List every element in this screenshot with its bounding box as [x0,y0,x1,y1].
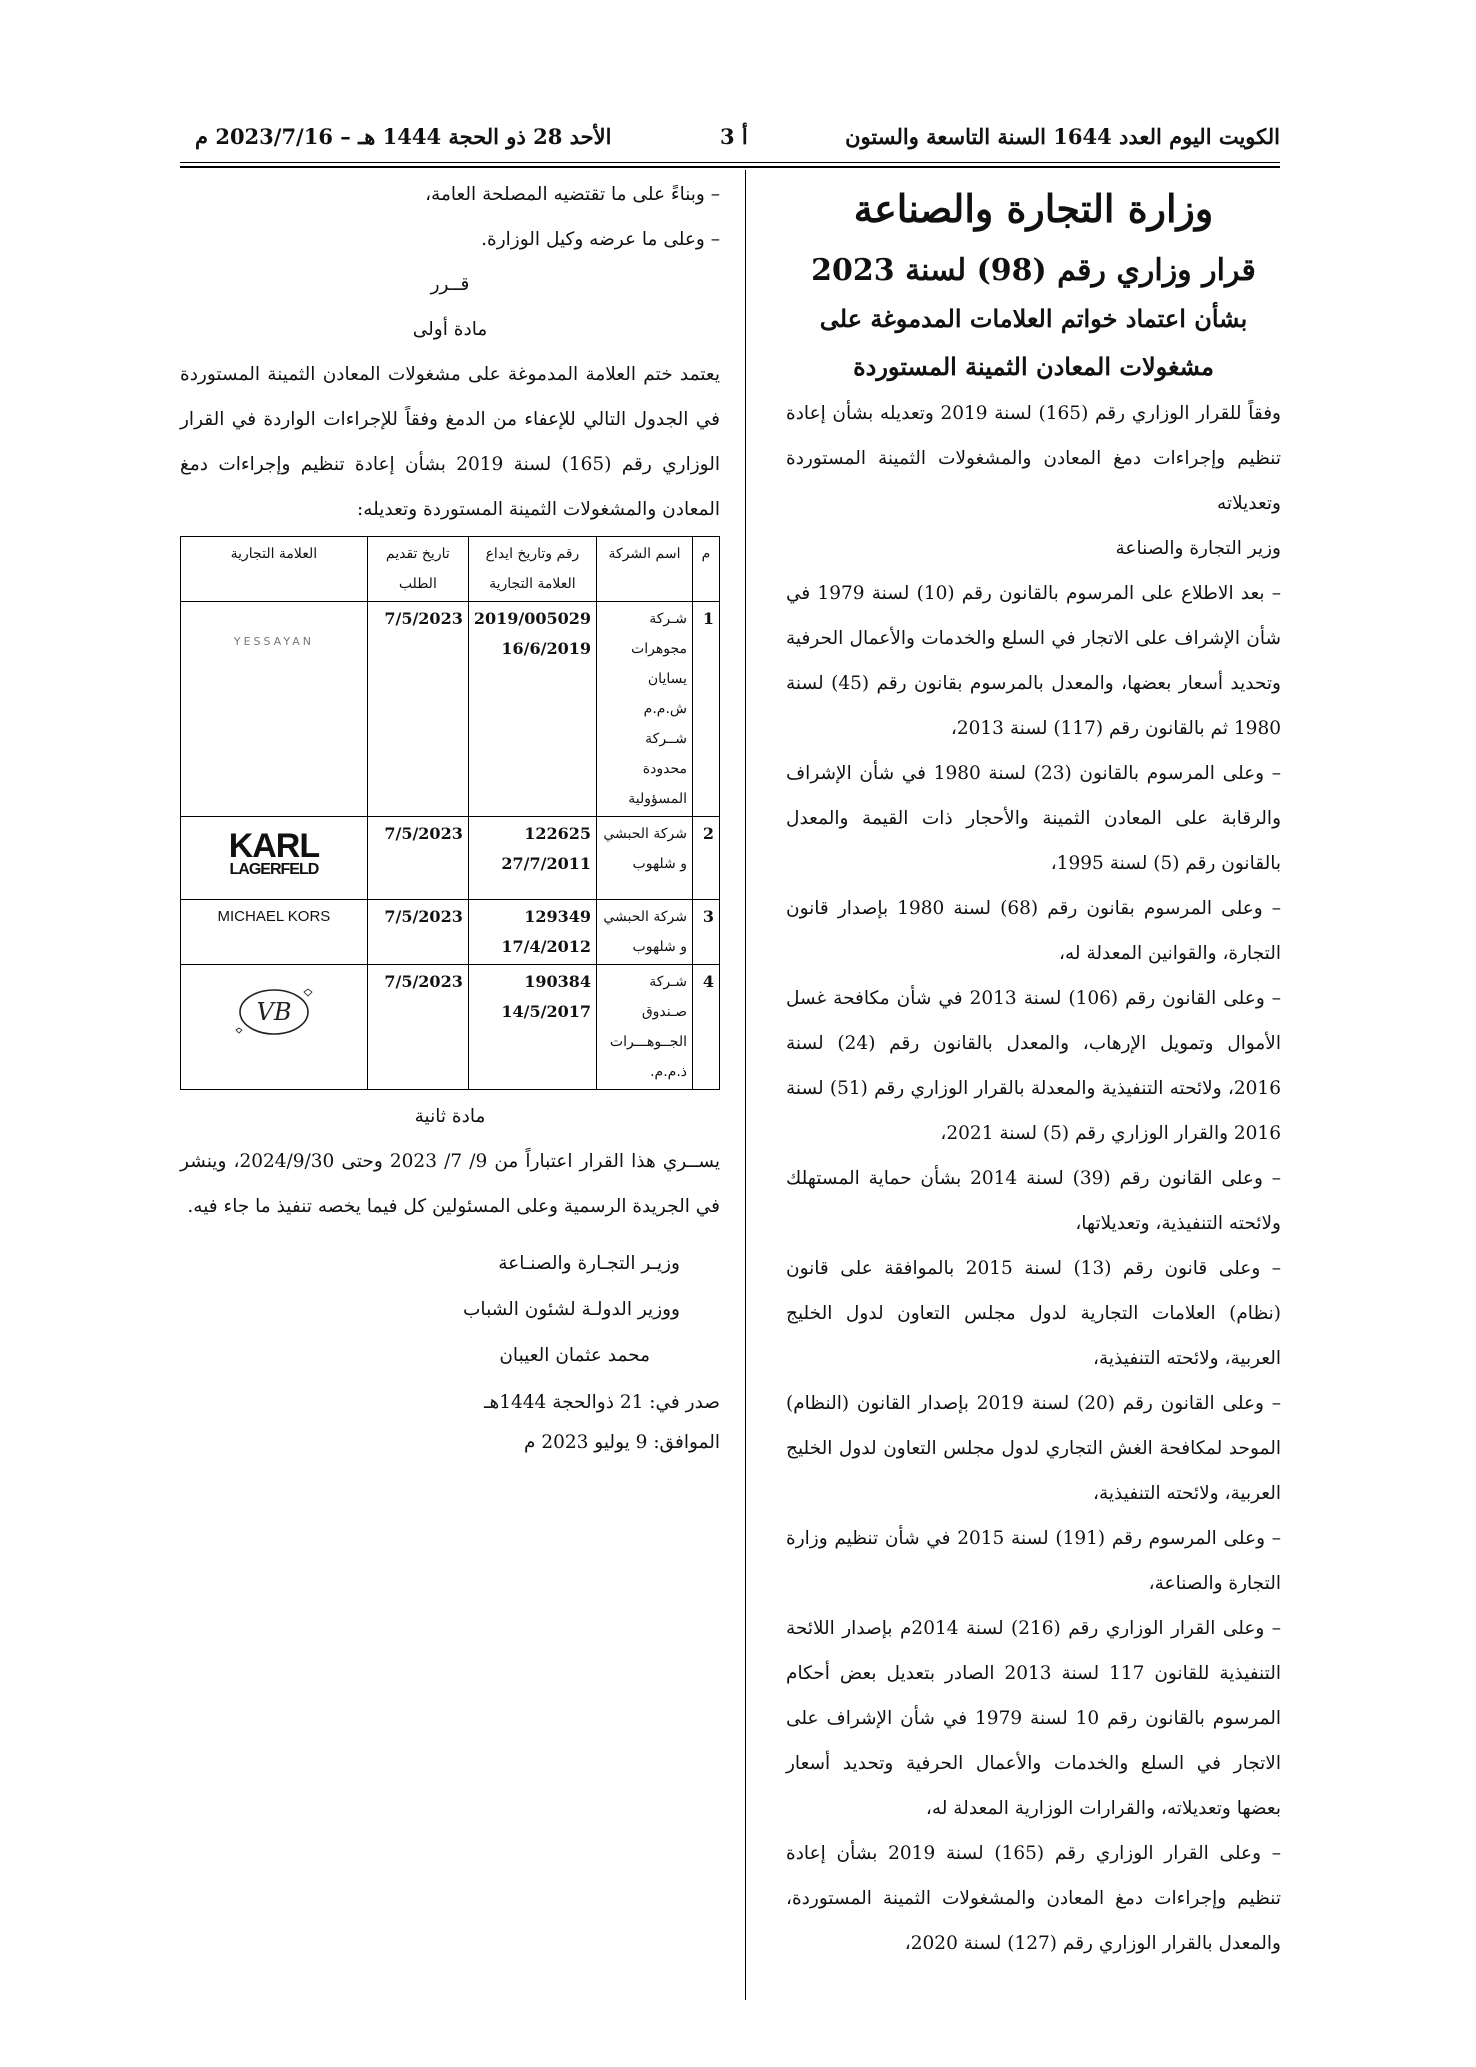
registration-number: 129349 [524,907,591,926]
right-column [786,185,1281,1966]
table-row [181,602,720,817]
signature-block [180,1241,720,1379]
minister-line: وزير التجارة والصناعة [1115,538,1281,559]
table-header-row [181,537,720,602]
preamble-paragraph: – وعلى المرسوم بالقانون (23) لسنة 1980 في شأن الإشراف والرقابة على المعادن الثمينة والأحجار ذات القيمة والمعدل بالقانون رقم (5) لسنة 1995، [786,763,1281,874]
article-1-text: يعتمد ختم العلامة المدموغة على مشغولات المعادن الثمينة المستوردة في الجدول التالي للإعفاء من الدمغ وفقاً للإجراءات الواردة في القرار الوزاري رقم (165) لسنة 2019 بشأن إعادة تنظيم وإجراءات دمغ المعادن والمشغولات الثمينة المستوردة وتعديله: [180,364,720,520]
row-number: 3 [693,900,720,965]
yessayan-logo: YESSAYAN [233,635,314,648]
registration-cell [468,965,596,1090]
karl-lagerfeld-logo: KARL LAGERFELD [228,827,320,878]
page-header [180,118,1280,158]
preamble-paragraph: – وعلى القرار الوزاري رقم (165) لسنة 2019 بشأن إعادة تنظيم وإجراءات دمغ المعادن والمشغولات الثمينة المستوردة، والمعدل بالقرار الوزاري رقم (127) لسنة 2020، [786,1843,1282,1954]
article-2-text: يســري هذا القرار اعتباراً من 9/ 7/ 2023 وحتى 2024/9/30، وينشر في الجريدة الرسمية وعلى المسئولين كل فيما يخصه تنفيذ ما جاء فيه. [180,1151,720,1217]
registration-number: 190384 [524,972,591,991]
row-number: 1 [693,602,720,817]
table-row [181,817,720,900]
preamble-paragraph: – وعلى القانون رقم (20) لسنة 2019 بإصدار القانون (النظام) الموحد لمكافحة الغش التجاري لدول مجلس التعاون لدول الخليج العربية، ولائحته التنفيذية، [786,1393,1281,1504]
column-header-company: اسم الشركة [597,537,693,602]
registration-date: 27/7/2011 [501,854,591,873]
registration-number: 2019/005029 [473,609,591,628]
application-date: 7/5/2023 [367,602,468,817]
application-date: 7/5/2023 [367,965,468,1090]
trademark-cell [181,900,368,965]
ministry-title: وزارة التجارة والصناعة [853,186,1214,231]
registration-date: 14/5/2017 [501,1002,591,1021]
preamble-paragraph: – وعلى قانون رقم (13) لسنة 2015 بالموافقة على قانون (نظام) العلامات التجارية لدول مجلس التعاون لدول الخليج العربية، ولائحته التنفيذية، [786,1258,1281,1369]
issued-date: صدر في: 21 ذوالحجة 1444هـ [484,1392,720,1413]
application-date: 7/5/2023 [367,900,468,965]
article-2-title: مادة ثانية [414,1106,486,1127]
registration-cell [468,602,596,817]
preamble-paragraph: – وعلى المرسوم بقانون رقم (68) لسنة 1980 بإصدار قانون التجارة، والقوانين المعدلة له، [786,898,1282,964]
company-name: شركة الحبشي و شلهوب [597,817,693,900]
corresponding-date: الموافق: 9 يوليو 2023 م [523,1432,720,1453]
company-name: شركة الحبشي و شلهوب [597,900,693,965]
preamble-paragraph: – وعلى القانون رقم (106) لسنة 2013 في شأن مكافحة غسل الأموال وتمويل الإرهاب، والمعدل بالقانون رقم (24) لسنة 2016، ولائحته التنفيذية والمعدلة بالقرار الوزاري رقم (51) لسنة 2016 والقرار الوزاري رقم (5) لسنة 2021، [786,988,1282,1144]
signature-title-1: وزيـر التجـارة والصنـاعة [498,1253,680,1274]
preamble-paragraph: – وعلى القرار الوزاري رقم (216) لسنة 2014م بإصدار اللائحة التنفيذية للقانون 117 لسنة 2013 الصادر بتعديل بعض أحكام المرسوم بالقانون رقم 10 لسنة 1979 في شأن الإشراف على الاتجار في السلع والخدمات والأعمال الحرفية وتحديد أسعار بعضها وتعديلاته، والقرارات الوزارية المعدلة له، [786,1618,1281,1819]
table-row [181,900,720,965]
michael-kors-logo: MICHAEL KORS [217,908,331,925]
trademark-cell [181,602,368,817]
column-header-trademark: العلامة التجارية [181,537,368,602]
registration-cell [468,900,596,965]
table-row [181,965,720,1090]
article-1-title: مادة أولى [412,319,488,340]
company-name: شـركة صـندوق الجــوهـــرات ذ.م.م. [597,965,693,1090]
vb-monogram-logo [234,986,314,1038]
left-column [180,172,720,1463]
trademark-cell [181,817,368,900]
decision-title: قرار وزاري رقم (98) لسنة 2023 [811,253,1256,288]
column-header-registration: رقم وتاريخ ايداع العلامة التجارية [468,537,596,602]
column-header-application-date: تاريخ تقديم الطلب [367,537,468,602]
preamble-paragraph: – بعد الاطلاع على المرسوم بالقانون رقم (10) لسنة 1979 في شأن الإشراف على الاتجار في السلع والخدمات والأعمال الحرفية وتحديد أسعار بعضها، والمعدل بالمرسوم بقانون رقم (45) لسنة 1980 ثم بالقانون رقم (117) لسنة 2013، [786,583,1282,739]
decision-subject-line-2: مشغولات المعادن الثمينة المستوردة [853,352,1214,381]
signatory-name: محمد عثمان العيبان [499,1345,650,1366]
preamble-paragraph: – وعلى ما عرضه وكيل الوزارة. [481,229,720,250]
trademark-cell [181,965,368,1090]
registration-number: 122625 [524,824,591,843]
decision-subject-line-1: بشأن اعتماد خواتم العلامات المدموغة على [819,304,1248,333]
issue-date: الأحد 28 ذو الحجة 1444 هـ – 2023/7/16 م [195,124,612,149]
registration-date: 16/6/2019 [501,639,591,658]
gazette-issue: الكويت اليوم العدد 1644 السنة التاسعة والستون [845,124,1280,149]
page-number: أ 3 [720,124,748,149]
decided-heading: قــرر [430,274,470,295]
preamble-paragraph: – وبناءً على ما تقتضيه المصلحة العامة، [425,184,720,205]
preamble-paragraph: – وعلى المرسوم رقم (191) لسنة 2015 في شأن تنظيم وزارة التجارة والصناعة، [786,1528,1281,1594]
registration-cell [468,817,596,900]
trademarks-table [180,536,720,1090]
registration-date: 17/4/2012 [501,937,591,956]
header-rule [180,162,1280,168]
svg-text:VB: VB [256,998,292,1026]
preamble-paragraph: وفقاً للقرار الوزاري رقم (165) لسنة 2019 وتعديله بشأن إعادة تنظيم وإجراءات دمغ المعادن والمشغولات الثمينة المستوردة وتعديلاته [786,403,1281,514]
company-name: شـركة مجوهرات يسايان ش.م.م شــركة محدودة المسؤولية [597,602,693,817]
signature-title-2: ووزير الدولـة لشئون الشباب [463,1299,680,1320]
row-number: 4 [693,965,720,1090]
application-date: 7/5/2023 [367,817,468,900]
preamble-paragraph: – وعلى القانون رقم (39) لسنة 2014 بشأن حماية المستهلك ولائحته التنفيذية، وتعديلاتها، [786,1168,1281,1234]
row-number: 2 [693,817,720,900]
column-divider [745,170,746,2000]
column-header-number: م [693,537,720,602]
